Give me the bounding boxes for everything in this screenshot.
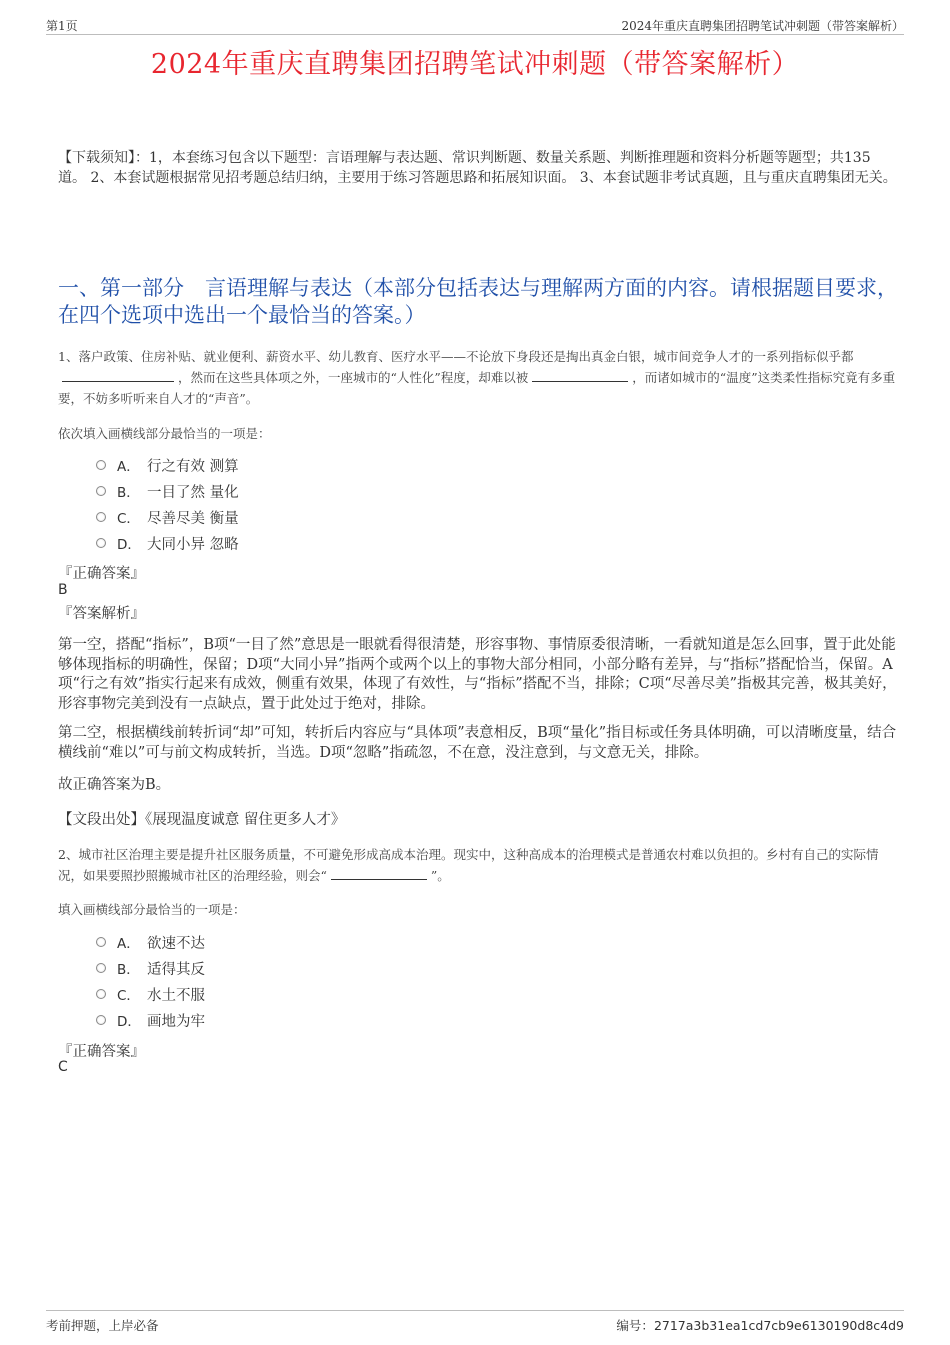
page-number: 第1页 — [46, 19, 78, 33]
passage-source: 【文段出处】《展现温度诚意 留住更多人才》 — [58, 812, 346, 828]
question-1-text-part-b: ，然而在这些具体项之外，一座城市的“人性化”程度，却难以被 — [178, 370, 529, 385]
correct-answer-label: 『正确答案』 — [58, 566, 145, 582]
answer-blank — [331, 866, 427, 880]
option-letter: A． — [117, 459, 140, 475]
question-2-text-part-a: 2、城市社区治理主要是提升社区服务质量，不可避免形成高成本治理。现实中，这种高成本的治理模式是普通农村难以负担的。乡村有自己的实际情况，如果要照抄照搬城市社区的治理经验，则会“ — [58, 847, 879, 883]
option-a[interactable] — [96, 452, 239, 478]
radio-icon[interactable] — [96, 538, 106, 548]
option-letter: D． — [117, 537, 141, 553]
option-text: 行之有效 测算 — [147, 458, 239, 475]
question-1-text-part-a: 1、落户政策、住房补贴、就业便利、薪资水平、幼儿教育、医疗水平——不论放下身段还是掏出真金白银，城市间竞争人才的一系列指标似乎都 — [58, 349, 854, 364]
option-text: 画地为牢 — [147, 1013, 205, 1030]
question-2-text — [58, 844, 898, 886]
option-letter: C． — [117, 511, 140, 527]
correct-answer-label: 『正确答案』 — [58, 1044, 145, 1060]
footer-code-value: 2717a3b31ea1cd7cb9e6130190d8c4d9 — [653, 1318, 904, 1333]
radio-icon[interactable] — [96, 1015, 106, 1025]
option-letter: B． — [117, 485, 140, 501]
option-letter: B． — [117, 962, 140, 978]
radio-icon[interactable] — [96, 989, 106, 999]
option-text: 适得其反 — [147, 961, 205, 978]
radio-icon[interactable] — [96, 512, 106, 522]
page-footer — [46, 1310, 904, 1335]
option-d[interactable] — [96, 530, 239, 556]
option-letter: D． — [117, 1014, 141, 1030]
section-heading: 一、第一部分 言语理解与表达（本部分包括表达与理解两方面的内容。请根据题目要求，在四个选项中选出一个最恰当的答案。） — [58, 276, 898, 327]
option-letter: A． — [117, 936, 140, 952]
analysis-conclusion: 故正确答案为B。 — [58, 777, 171, 793]
page-title: 2024年重庆直聘集团招聘笔试冲刺题（带答案解析） — [150, 49, 800, 80]
radio-icon[interactable] — [96, 486, 106, 496]
analysis-label: 『答案解析』 — [58, 606, 145, 622]
question-1-text — [58, 346, 898, 409]
question-2-instruction: 填入画横线部分最恰当的一项是： — [58, 902, 246, 917]
analysis-paragraph-1: 第一空，搭配“指标”，B项“一目了然”意思是一眼就看得很清楚，形容事物、事情原委很清晰，一看就知道是怎么回事，置于此处能够体现指标的明确性，保留；D项“大同小异”指两个或两个以上的事物大部分相同，小部分略有差异，与“指标”搭配恰当，保留。A项“行之有效”指实行起来有成效，侧重有效果，体现了有效性，与“指标”搭配不当，排除；C项“尽善尽美”指极其完善，极其美好，形容事物完美到没有一点缺点，置于此处过于绝对，排除。 — [58, 637, 897, 712]
option-c[interactable] — [96, 504, 239, 530]
analysis-paragraph-2: 第二空，根据横线前转折词“却”可知，转折后内容应与“具体项”表意相反，B项“量化”指目标或任务具体明确，可以清晰度量，结合横线前“难以”可与前文构成转折，当选。D项“忽略”指疏忽，不在意，没注意到，与文意无关，排除。 — [58, 725, 897, 761]
option-text: 一目了然 量化 — [147, 484, 239, 501]
question-2-text-part-b: ”。 — [430, 868, 450, 883]
radio-icon[interactable] — [96, 963, 106, 973]
radio-icon[interactable] — [96, 937, 106, 947]
correct-answer: B — [58, 582, 68, 598]
header-doc-title: 2024年重庆直聘集团招聘笔试冲刺题（带答案解析） — [621, 19, 904, 33]
footer-code-label: 编号： — [616, 1318, 654, 1333]
page-header — [46, 14, 904, 35]
option-c[interactable] — [96, 981, 205, 1007]
question-1-options — [96, 452, 239, 556]
option-text: 水土不服 — [147, 987, 205, 1004]
radio-icon[interactable] — [96, 460, 106, 470]
option-a[interactable] — [96, 929, 205, 955]
answer-blank-2 — [532, 368, 628, 382]
option-d[interactable] — [96, 1007, 205, 1033]
question-1-instruction: 依次填入画横线部分最恰当的一项是： — [58, 426, 271, 441]
question-1-text-part-c: ，而诸如城市的“温度”这类柔性指标究竟有多重要，不妨多听听来自人才的“声音”。 — [58, 370, 896, 406]
option-text: 尽善尽美 衡量 — [147, 510, 239, 527]
question-2-options — [96, 929, 205, 1033]
option-b[interactable] — [96, 478, 239, 504]
option-b[interactable] — [96, 955, 205, 981]
option-letter: C． — [117, 988, 140, 1004]
footer-code — [616, 1316, 904, 1334]
download-notice: 【下载须知】：1，本套练习包含以下题型：言语理解与表达题、常识判断题、数量关系题、判断推理题和资料分析题等题型；共135道。 2、本套试题根据常见招考题总结归纳，主要用于练习答题思路和拓展知识面。 3、本套试题非考试真题，且与重庆直聘集团无关。 — [58, 150, 897, 186]
option-text: 大同小异 忽略 — [147, 536, 239, 553]
option-text: 欲速不达 — [147, 935, 205, 952]
footer-slogan: 考前押题，上岸必备 — [46, 1318, 159, 1333]
correct-answer: C — [58, 1059, 68, 1075]
answer-blank-1 — [62, 368, 174, 382]
